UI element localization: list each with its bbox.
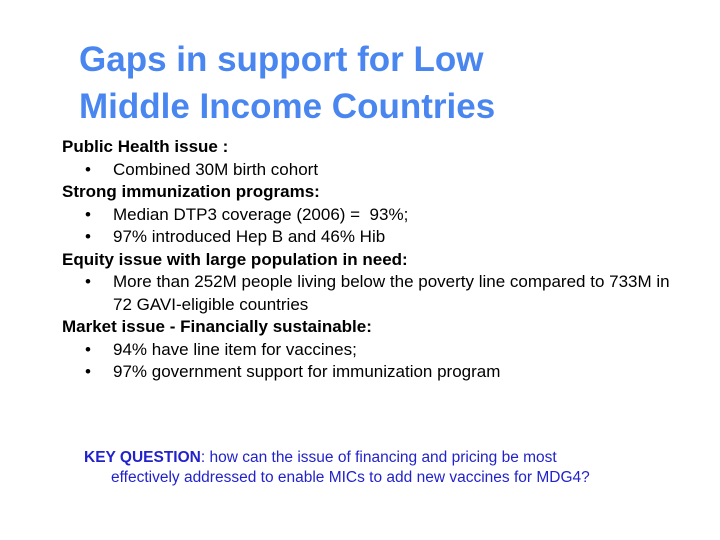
bullet-icon: • <box>85 272 91 291</box>
bullet-line-item <box>62 339 692 362</box>
content-list <box>62 136 692 384</box>
bullet-text: 97% introduced Hep B and 46% Hib <box>113 227 386 246</box>
title-line-1: Gaps in support for Low <box>79 40 484 79</box>
title-line-2: Middle Income Countries <box>79 87 496 126</box>
key-question-text-2: effectively addressed to enable MICs to add new vaccines for MDG4? <box>111 468 590 486</box>
key-question-text-1: : how can the issue of financing and pricing be most <box>200 449 557 466</box>
bullet-text: More than 252M people living below the poverty line compared to 733M in 72 GAVI-eligible countries <box>113 272 670 314</box>
bullet-icon: • <box>85 204 91 224</box>
bullet-text: Combined 30M birth cohort <box>113 159 319 179</box>
section-heading-immunization: Strong immunization programs: <box>62 182 320 201</box>
bullet-icon: • <box>85 362 91 381</box>
bullet-icon: • <box>85 339 91 359</box>
bullet-text: Median DTP3 coverage (2006) = 93%; <box>113 204 409 224</box>
bullet-text: 97% government support for immunization program <box>113 362 501 381</box>
bullet-dtp3-coverage <box>62 204 692 227</box>
bullet-poverty-line <box>62 271 692 316</box>
section-heading-market: Market issue - Financially sustainable: <box>62 317 372 336</box>
bullet-government-support <box>62 361 692 384</box>
section-heading-equity: Equity issue with large population in need: <box>62 249 408 269</box>
bullet-hepb-hib <box>62 226 692 249</box>
bullet-icon: • <box>85 227 91 246</box>
bullet-icon: • <box>85 159 91 179</box>
bullet-birth-cohort <box>62 159 692 182</box>
section-heading-public-health: Public Health issue : <box>62 137 229 156</box>
slide-title <box>79 36 679 130</box>
bullet-text: 94% have line item for vaccines; <box>113 339 357 359</box>
key-question <box>84 448 696 487</box>
key-question-label: KEY QUESTION <box>84 449 201 466</box>
